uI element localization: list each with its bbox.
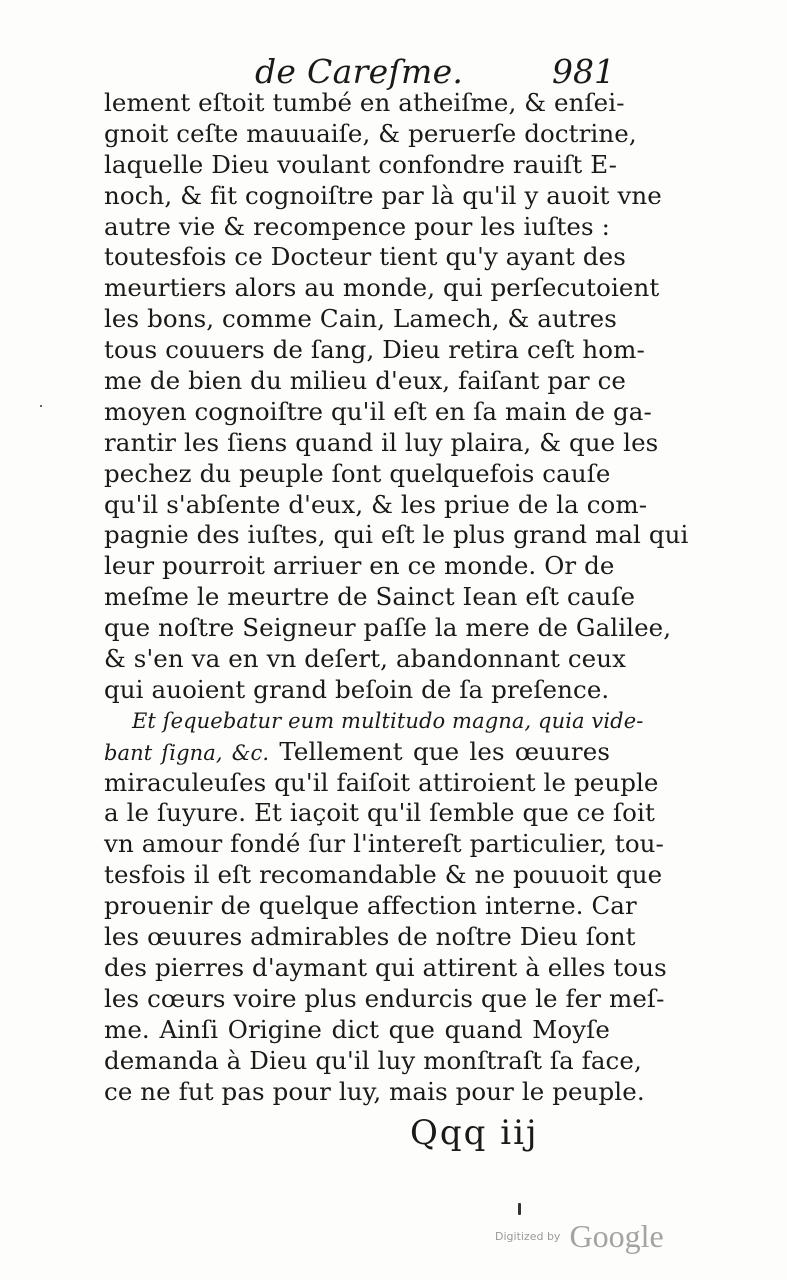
text-line: meurtiers alors au monde, qui perſecutoient (104, 273, 660, 303)
text-line: moyen cognoiſtre qu'il eſt en ſa main de ga- (104, 396, 652, 426)
text-line: pechez du peuple ſont quelquefois cauſe (104, 458, 611, 488)
text-line: autre vie & recompence pour les iuſtes : (104, 211, 610, 241)
text-line: laquelle Dieu voulant confondre rauiſt E- (104, 149, 618, 179)
text-line: qui auoient grand beſoin de ſa preſence. (104, 674, 610, 704)
text-line: lement eſtoit tumbé en atheiſme, & enſei- (104, 88, 625, 117)
text-line: meſme le meurtre de Sainct Iean eſt cauſe (104, 582, 636, 612)
text-line: demanda à Dieu qu'il luy monſtraſt ſa face, (104, 1045, 642, 1075)
running-title: de Careſme. (255, 52, 464, 91)
paper-speck (518, 1203, 521, 1215)
text-line: les œuures admirables de noſtre Dieu ſont (104, 922, 636, 952)
digitization-watermark (495, 1218, 664, 1258)
text-line: que noſtre Seigneur paſſe la mere de Galilee, (104, 613, 672, 643)
text-line: rantir les ſiens quand il luy plaira, & que les (104, 427, 659, 457)
latin-continuation-line (104, 737, 610, 768)
text-line: prouenir de quelque affection interne. Car (104, 891, 637, 921)
latin-quotation: Et ſequebatur eum multitudo magna, quia vide- (132, 708, 644, 733)
text-line: me. Ainſi Origine dict que quand Moyſe (104, 1014, 610, 1044)
page-number: 981 (552, 52, 615, 91)
paper-speck (40, 405, 42, 407)
text-line: miraculeuſes qu'il faiſoit attiroient le peuple (104, 767, 659, 797)
text-line: gnoit ceſte mauuaiſe, & peruerſe doctrine, (104, 118, 637, 148)
text-line: pagnie des iuſtes, qui eſt le plus grand mal qui (104, 520, 689, 550)
text-line: noch, & fit cognoiſtre par là qu'il y auoit vne (104, 180, 662, 210)
watermark-brand: Google (569, 1218, 664, 1254)
text-line: a le ſuyure. Et iaçoit qu'il ſemble que ce ſoit (104, 798, 655, 828)
text-line: leur pourroit arriuer en ce monde. Or de (104, 551, 615, 581)
text-line: & s'en va en vn deſert, abandonnant ceux (104, 644, 627, 674)
text-line: me de bien du milieu d'eux, faiſant par ce (104, 366, 627, 396)
text-fragment: Tellement que les œuures (269, 736, 610, 766)
text-line: qu'il s'abſente d'eux, & les priue de la com- (104, 489, 648, 519)
text-line: tesfois il eſt recomandable & ne pouuoit que (104, 860, 663, 890)
text-line: vn amour fondé ſur l'intereſt particulier, tou- (104, 829, 664, 859)
watermark-prefix: Digitized by (495, 1230, 561, 1243)
text-line: les cœurs voire plus endurcis que le fer meſ- (104, 983, 665, 1013)
text-line: les bons, comme Cain, Lamech, & autres (104, 304, 617, 334)
text-line: tous couuers de ſang, Dieu retira ceſt hom- (104, 335, 645, 365)
signature-mark: Qqq iij (410, 1113, 539, 1153)
text-line: des pierres d'aymant qui attirent à elles tous (104, 952, 667, 982)
latin-quotation-end: bant ſigna, &c. (104, 740, 270, 765)
body-text (104, 88, 689, 1107)
text-line: toutesfois ce Docteur tient qu'y ayant des (104, 242, 626, 272)
text-line: ce ne fut pas pour luy, mais pour le peuple. (104, 1076, 645, 1106)
